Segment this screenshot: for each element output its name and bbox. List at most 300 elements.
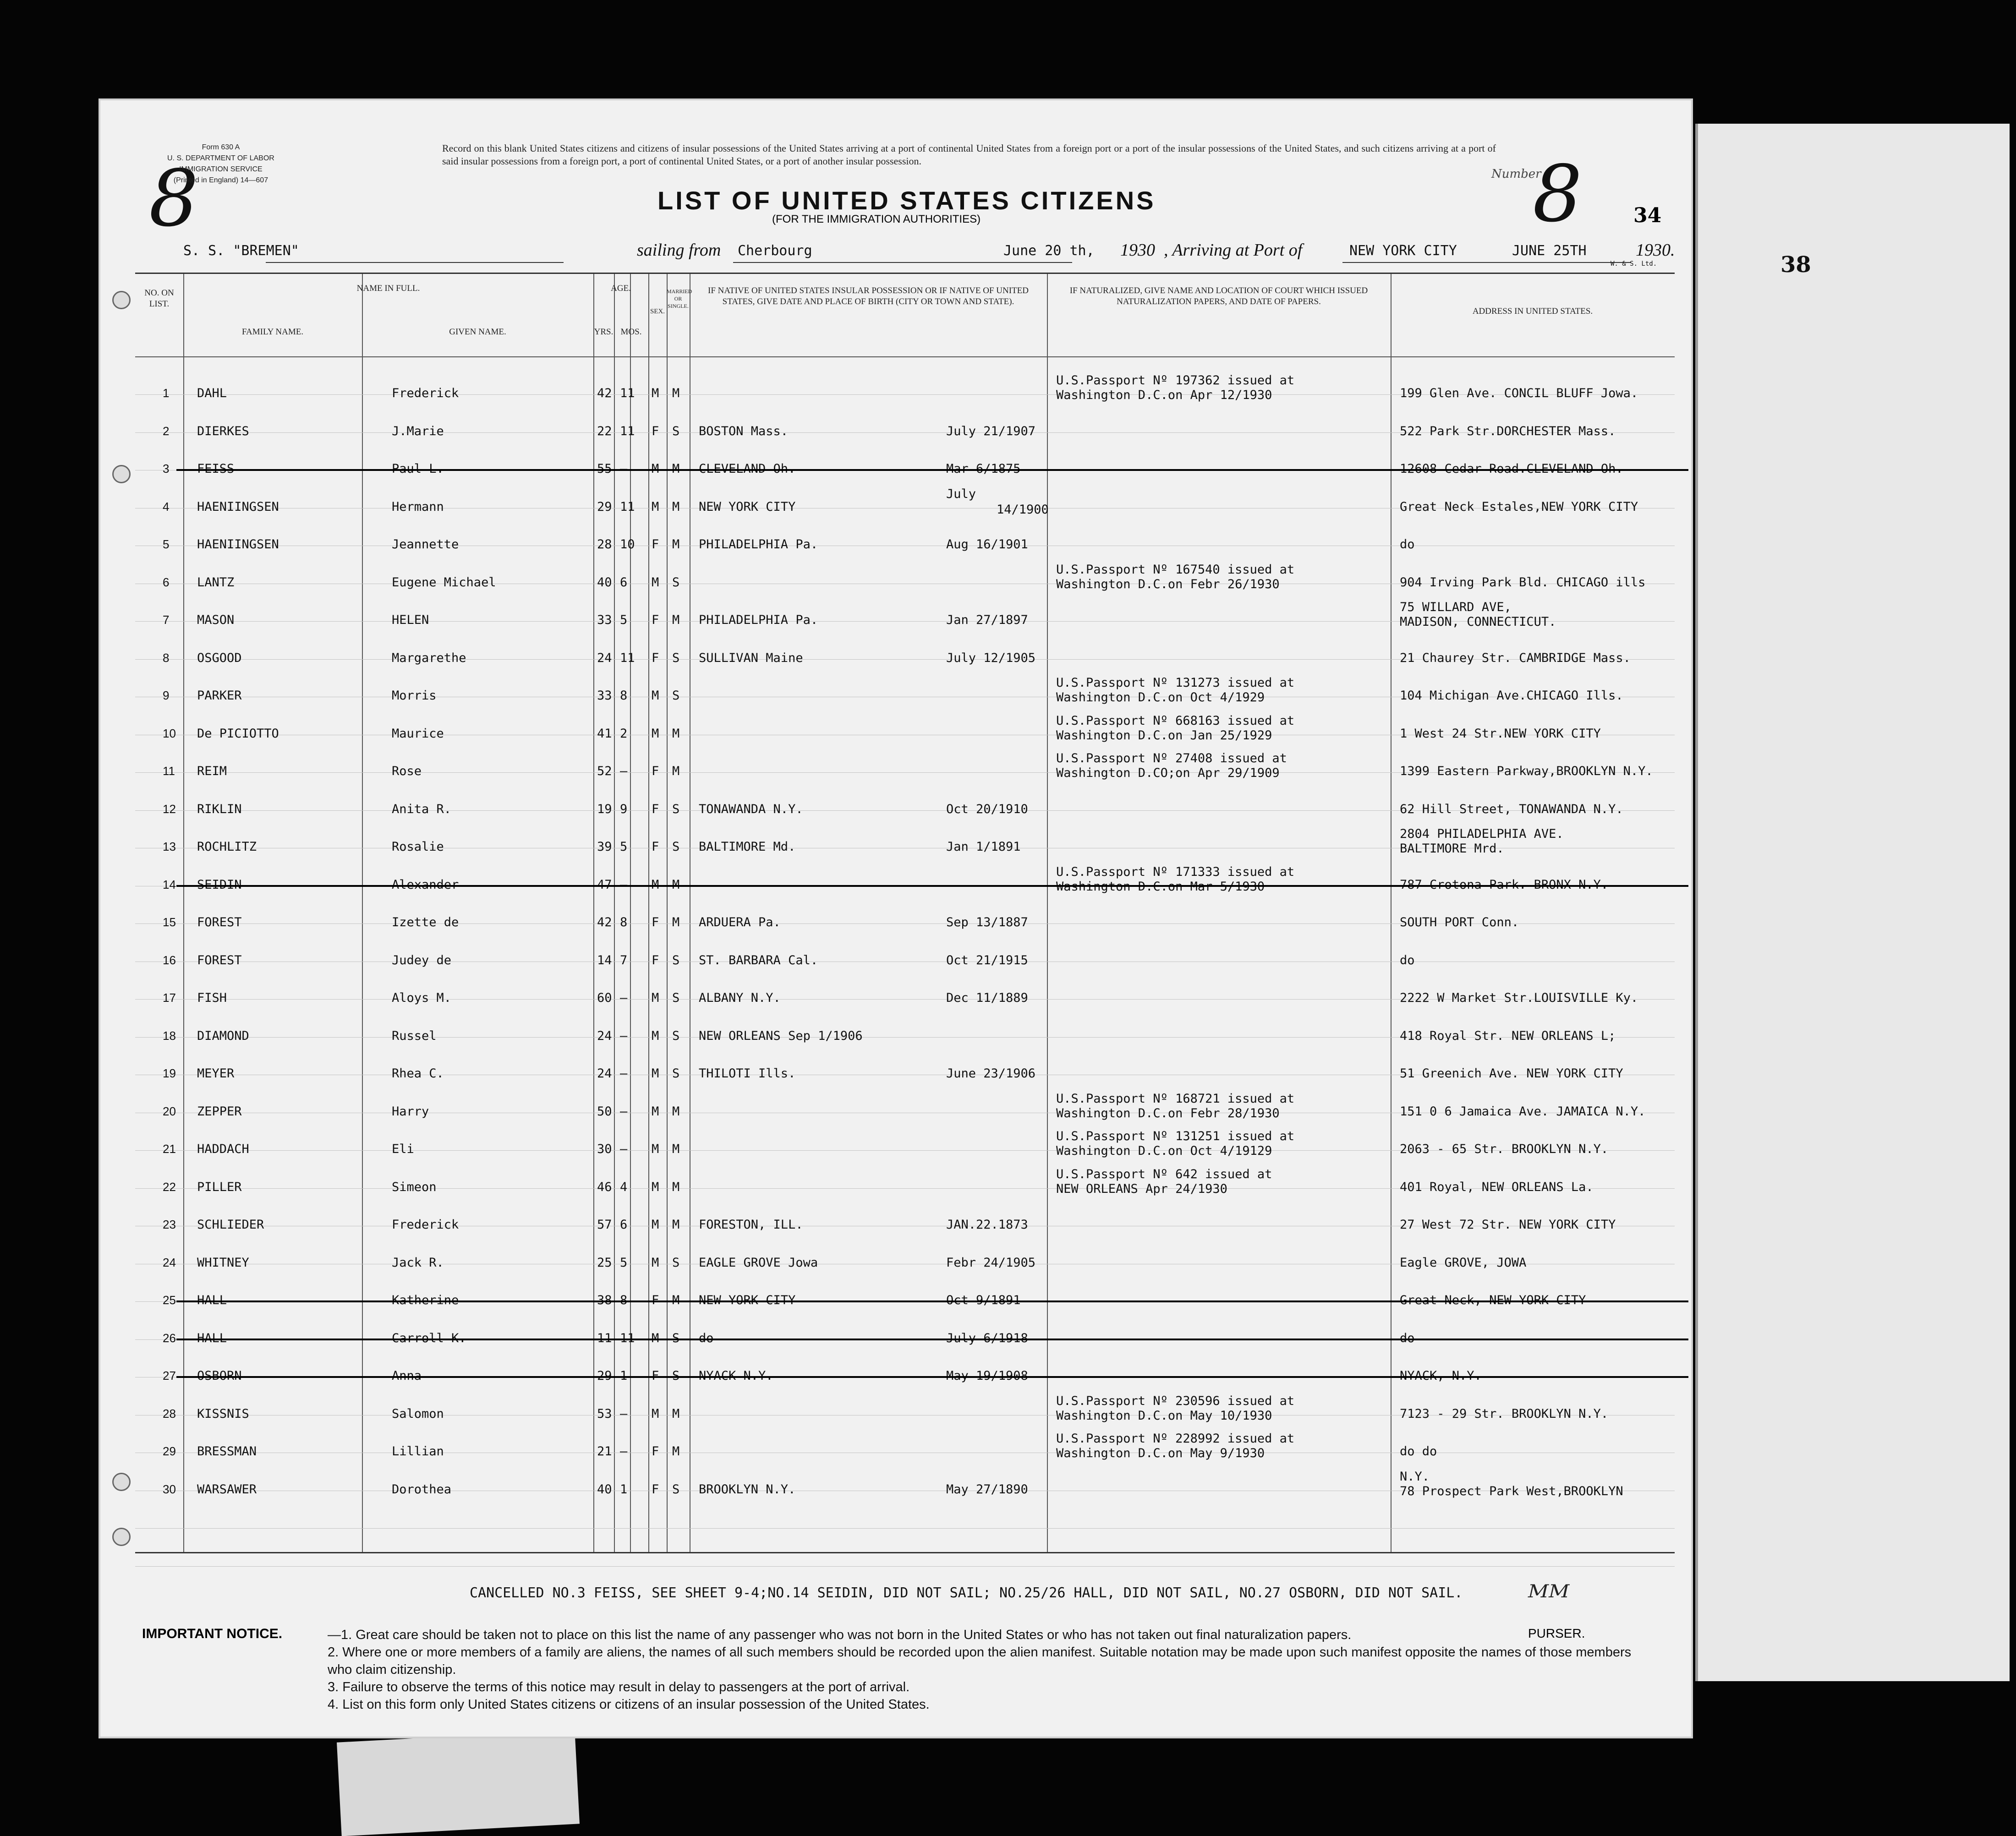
cell-ms: S	[672, 575, 680, 590]
cell-given: Russel	[392, 1028, 437, 1043]
cell-mos: —	[620, 764, 628, 778]
cell-ms: M	[672, 613, 680, 627]
cell-mos: 11	[620, 386, 635, 400]
cell-date: Jan 1/1891	[946, 840, 1021, 854]
cell-mos: 2	[620, 726, 628, 741]
cell-given: Anna	[392, 1369, 422, 1383]
cell-family: FEISS	[197, 462, 235, 476]
cell-sex: M	[652, 726, 659, 741]
cell-sex: F	[652, 613, 659, 627]
notice-title: IMPORTANT NOTICE.	[142, 1626, 283, 1641]
cell-nat1: U.S.Passport Nº 167540 issued at	[1056, 562, 1295, 577]
cell-addr1: SOUTH PORT Conn.	[1400, 915, 1519, 929]
cell-sex: M	[652, 462, 659, 476]
cell-mos: 8	[620, 1293, 628, 1307]
cell-no: 25	[163, 1293, 176, 1307]
cell-nat1: U.S.Passport Nº 27408 issued at	[1056, 751, 1287, 765]
cell-given: Paul L.	[392, 462, 444, 476]
cell-family: HALL	[197, 1293, 227, 1307]
cell-addr1: Great Neck, NEW YORK CITY	[1400, 1293, 1586, 1307]
cell-yrs: 38	[597, 1293, 612, 1307]
cell-family: MASON	[197, 613, 235, 627]
cell-mos: 6	[620, 575, 628, 590]
cell-yrs: 46	[597, 1180, 612, 1194]
cell-place: TONAWANDA N.Y.	[699, 802, 803, 816]
port-from: Cherbourg	[738, 243, 812, 259]
number-label: Number	[1491, 167, 1541, 181]
cell-place: BROOKLYN N.Y.	[699, 1482, 796, 1497]
col-mos: MOS.	[620, 327, 642, 337]
cell-nat1: U.S.Passport Nº 230596 issued at	[1056, 1393, 1295, 1408]
cell-given: Lillian	[392, 1444, 444, 1459]
cell-addr1: N.Y.	[1400, 1469, 1430, 1484]
cell-date: Oct 9/1891	[946, 1293, 1021, 1307]
cell-addr1: do	[1400, 953, 1415, 967]
binder-hole	[112, 1473, 131, 1491]
col-family: FAMILY NAME.	[241, 327, 304, 337]
page-number: 34	[1633, 204, 1662, 227]
paper-tab	[337, 1730, 580, 1836]
cell-no: 26	[163, 1331, 176, 1345]
strike-line	[176, 1300, 1688, 1302]
purser-signature: ᴹᴹ	[1528, 1578, 1570, 1616]
cell-no: 19	[163, 1066, 176, 1080]
cell-family: RIKLIN	[197, 802, 242, 816]
cell-given: Jeannette	[392, 537, 459, 552]
cell-sex: F	[652, 424, 659, 438]
year-to: 1930.	[1636, 240, 1675, 260]
cell-addr1: 1 West 24 Str.NEW YORK CITY	[1400, 726, 1601, 741]
cell-given: Jack R.	[392, 1255, 444, 1270]
cell-ms: M	[672, 915, 680, 929]
cell-family: ROCHLITZ	[197, 840, 257, 854]
cell-ms: M	[672, 1293, 680, 1307]
cell-no: 18	[163, 1028, 176, 1043]
cell-addr1: 787 Crotona Park. BRONX N.Y.	[1400, 877, 1609, 892]
cell-yrs: 25	[597, 1255, 612, 1270]
cell-ms: S	[672, 1482, 680, 1497]
cell-date: Aug 16/1901	[946, 537, 1028, 552]
cell-nat2: Washington D.C.on Jan 25/1929	[1056, 728, 1272, 743]
cell-no: 1	[163, 386, 170, 400]
cell-addr1: Eagle GROVE, JOWA	[1400, 1255, 1527, 1270]
cell-nat1: U.S.Passport Nº 168721 issued at	[1056, 1091, 1295, 1106]
cell-addr1: 27 West 72 Str. NEW YORK CITY	[1400, 1218, 1616, 1232]
cell-yrs: 42	[597, 386, 612, 400]
cell-addr1: 2804 PHILADELPHIA AVE.	[1400, 827, 1564, 841]
cell-date: July 21/1907	[946, 424, 1036, 438]
table-row	[135, 448, 1675, 486]
cell-addr1: 1399 Eastern Parkway,BROOKLYN N.Y.	[1400, 764, 1653, 778]
cell-yrs: 60	[597, 991, 612, 1005]
cell-sex: F	[652, 1482, 659, 1497]
cell-yrs: 52	[597, 764, 612, 778]
cell-yrs: 33	[597, 613, 612, 627]
cell-nat1: U.S.Passport Nº 228992 issued at	[1056, 1432, 1295, 1446]
cell-given: J.Marie	[392, 424, 444, 438]
sailing-from-label: sailing from	[637, 240, 721, 260]
cell-place: FORESTON, ILL.	[699, 1218, 803, 1232]
cell-family: MEYER	[197, 1066, 235, 1081]
cell-mos: —	[620, 1066, 628, 1081]
cell-sex: M	[652, 1180, 659, 1194]
table-row	[135, 1242, 1675, 1279]
cell-nat2: Washington D.C.on Febr 28/1930	[1056, 1106, 1280, 1120]
notice-item: —1. Great care should be taken not to place on this list the name of any passenger who was not born in the United States or who has not taken out final naturalization papers.	[328, 1628, 1352, 1642]
cell-addr1: NYACK, N.Y.	[1400, 1369, 1482, 1383]
cell-family: FISH	[197, 991, 227, 1005]
table-row	[135, 902, 1675, 939]
cell-sex: F	[652, 764, 659, 778]
cell-mos: 11	[620, 424, 635, 438]
cell-given: Izette de	[392, 915, 459, 929]
cell-yrs: 28	[597, 537, 612, 552]
cell-ms: S	[672, 1255, 680, 1270]
cell-given: Frederick	[392, 386, 459, 400]
passenger-table	[135, 273, 1675, 1553]
cell-addr1: 2063 - 65 Str. BROOKLYN N.Y.	[1400, 1142, 1609, 1156]
cell-mos: 9	[620, 802, 628, 816]
cell-sex: F	[652, 1444, 659, 1459]
table-row	[135, 372, 1675, 410]
table-row	[135, 1053, 1675, 1090]
cell-sex: M	[652, 1406, 659, 1421]
cell-no: 23	[163, 1218, 176, 1231]
cell-no: 3	[163, 462, 170, 475]
cell-sex: M	[652, 1218, 659, 1232]
table-row	[135, 1166, 1675, 1204]
cell-no: 29	[163, 1444, 176, 1458]
form-header	[167, 142, 274, 186]
cell-ms: M	[672, 499, 680, 514]
cancelled-note: CANCELLED NO.3 FEISS, SEE SHEET 9-4;NO.14 SEIDIN, DID NOT SAIL; NO.25/26 HALL, DID NOT SAIL, NO.27 OSBORN, DID NOT SAIL.	[470, 1585, 1463, 1601]
cell-place: PHILADELPHIA Pa.	[699, 613, 818, 627]
cell-nat2: Washington D.C.on Oct 4/19129	[1056, 1144, 1272, 1158]
cell-ms: S	[672, 424, 680, 438]
printed-note: (Printed in England) 14—607	[173, 176, 268, 184]
cell-ms: S	[672, 802, 680, 816]
cell-no: 30	[163, 1482, 176, 1496]
cell-addr1: Great Neck Estales,NEW YORK CITY	[1400, 499, 1638, 514]
cell-ms: M	[672, 764, 680, 778]
cell-family: BRESSMAN	[197, 1444, 257, 1459]
cell-addr1: 418 Royal Str. NEW ORLEANS L;	[1400, 1028, 1616, 1043]
cell-date: JAN.22.1873	[946, 1218, 1028, 1232]
cell-sex: M	[652, 991, 659, 1005]
cell-place: ARDUERA Pa.	[699, 915, 781, 929]
cell-ms: S	[672, 840, 680, 854]
page-subtitle: (FOR THE IMMIGRATION AUTHORITIES)	[772, 213, 981, 225]
cell-date: May 27/1890	[946, 1482, 1028, 1497]
cell-no: 13	[163, 840, 176, 853]
cell-yrs: 24	[597, 1028, 612, 1043]
cell-given: Carroll K.	[392, 1331, 466, 1345]
binder-hole	[112, 465, 131, 483]
cell-ms: M	[672, 1406, 680, 1421]
cell-ms: M	[672, 877, 680, 892]
cell-no: 5	[163, 537, 170, 551]
cell-no: 15	[163, 915, 176, 929]
cell-yrs: 21	[597, 1444, 612, 1459]
cell-date: July 6/1918	[946, 1331, 1028, 1345]
cell-mos: 6	[620, 1218, 628, 1232]
form-number: Form 630 A	[202, 143, 240, 151]
arriving-label: , Arriving at Port of	[1164, 240, 1303, 260]
port-to: NEW YORK CITY	[1349, 243, 1457, 259]
cell-date: Jan 27/1897	[946, 613, 1028, 627]
col-given: GIVEN NAME.	[449, 327, 506, 337]
strike-line	[176, 1339, 1688, 1340]
cell-family: DIERKES	[197, 424, 249, 438]
cell-date: Febr 24/1905	[946, 1255, 1036, 1270]
cell-yrs: 14	[597, 953, 612, 967]
cell-place: ALBANY N.Y.	[699, 991, 781, 1005]
table-row	[135, 1015, 1675, 1053]
cell-ms: S	[672, 650, 680, 665]
cell-yrs: 33	[597, 688, 612, 703]
cell-nat1: U.S.Passport Nº 131251 issued at	[1056, 1129, 1295, 1143]
cell-date: May 19/1908	[946, 1369, 1028, 1383]
cell-no: 9	[163, 688, 170, 702]
cell-nat1: U.S.Passport Nº 131273 issued at	[1056, 676, 1295, 690]
cell-ms: M	[672, 462, 680, 476]
table-row	[135, 788, 1675, 826]
service-name: IMMIGRATION SERVICE	[179, 165, 263, 173]
cell-family: HALL	[197, 1331, 227, 1345]
cell-place: BALTIMORE Md.	[699, 840, 796, 854]
table-row	[135, 1469, 1675, 1506]
cell-addr1: 199 Glen Ave. CONCIL BLUFF Jowa.	[1400, 386, 1638, 400]
cell-given: Rhea C.	[392, 1066, 444, 1081]
cell-no: 8	[163, 650, 170, 665]
table-row	[135, 524, 1675, 561]
cell-yrs: 40	[597, 1482, 612, 1497]
cell-sex: M	[652, 688, 659, 703]
cell-sex: M	[652, 499, 659, 514]
cell-sex: M	[652, 575, 659, 590]
cell-no: 21	[163, 1142, 176, 1156]
cell-addr2: MADISON, CONNECTICUT.	[1400, 615, 1556, 629]
table-row	[135, 675, 1675, 712]
cell-no: 22	[163, 1180, 176, 1194]
cell-place: EAGLE GROVE Jowa	[699, 1255, 818, 1270]
cell-yrs: 29	[597, 499, 612, 514]
ship-name: S. S. "BREMEN"	[183, 243, 299, 259]
cell-no: 17	[163, 991, 176, 1005]
cell-date: June 23/1906	[946, 1066, 1036, 1081]
notice-item: 3. Failure to observe the terms of this notice may result in delay to passengers at the port of arrival.	[328, 1680, 910, 1694]
cell-ms: M	[672, 1180, 680, 1194]
cell-mos: —	[620, 1444, 628, 1459]
cell-addr1: do	[1400, 537, 1415, 552]
cell-family: PILLER	[197, 1180, 242, 1194]
cell-yrs: 39	[597, 840, 612, 854]
strike-line	[176, 469, 1688, 471]
cell-family: SCHLIEDER	[197, 1218, 264, 1232]
cell-ms: S	[672, 991, 680, 1005]
cell-sex: M	[652, 1066, 659, 1081]
cell-no: 14	[163, 877, 176, 891]
cell-given: Morris	[392, 688, 437, 703]
purser-label: PURSER.	[1528, 1626, 1585, 1640]
cell-ms: S	[672, 1028, 680, 1043]
cell-mos: 1	[620, 1482, 628, 1497]
cell-family: HAENIINGSEN	[197, 499, 279, 514]
cell-no: 27	[163, 1369, 176, 1382]
col-sex: SEX.	[650, 308, 665, 315]
cell-sex: F	[652, 537, 659, 552]
cell-given: Simeon	[392, 1180, 437, 1194]
cell-nat2: Washington D.C.on Febr 26/1930	[1056, 577, 1280, 591]
cell-ms: M	[672, 1104, 680, 1119]
cell-mos: 7	[620, 953, 628, 967]
table-row	[135, 750, 1675, 788]
handwritten-number: 8	[1533, 149, 1583, 240]
cell-yrs: 22	[597, 424, 612, 438]
cell-given: Anita R.	[392, 802, 452, 816]
cell-addr1: 62 Hill Street, TONAWANDA N.Y.	[1400, 802, 1623, 816]
col-age: AGE.	[611, 284, 631, 293]
table-row	[135, 864, 1675, 902]
cell-sex: M	[652, 1028, 659, 1043]
cell-given: Salomon	[392, 1406, 444, 1421]
cell-nat2: Washington D.C.on Apr 12/1930	[1056, 388, 1272, 402]
cell-sex: M	[652, 877, 659, 892]
cell-nat1: U.S.Passport Nº 668163 issued at	[1056, 713, 1295, 728]
cell-sex: M	[652, 1104, 659, 1119]
cell-addr1: 51 Greenich Ave. NEW YORK CITY	[1400, 1066, 1623, 1081]
cell-sex: F	[652, 1369, 659, 1383]
cell-no: 20	[163, 1104, 176, 1118]
cell-mos: 8	[620, 688, 628, 703]
col-yrs: YRS.	[594, 327, 614, 337]
back-sheet	[1695, 124, 2010, 1681]
table-row	[135, 1128, 1675, 1166]
cell-no: 12	[163, 802, 176, 816]
cell-yrs: 47	[597, 877, 612, 892]
cell-mos: 11	[620, 1331, 635, 1345]
strike-line	[176, 885, 1688, 887]
cell-sex: F	[652, 953, 659, 967]
cell-date: July	[946, 486, 976, 501]
date-from: June 20 th,	[1003, 243, 1095, 259]
cell-yrs: 30	[597, 1142, 612, 1156]
form-instructions: Record on this blank United States citizens and citizens of insular possessions of the United States arriving at a port of continental United States from a foreign port or a port of the insular possessions of the United States, and such citizens arriving at a port of said insular possessions from a foreign port, a port of continental United States, or a port of another insular possession.	[442, 142, 1496, 167]
cell-addr1: 904 Irving Park Bld. CHICAGO ills	[1400, 575, 1646, 590]
cell-given: Katherine	[392, 1293, 459, 1307]
cell-yrs: 50	[597, 1104, 612, 1119]
cell-family: LANTZ	[197, 575, 235, 590]
cell-given: Margarethe	[392, 650, 466, 665]
col-address: ADDRESS IN UNITED STATES.	[1472, 306, 1593, 316]
cell-no: 11	[163, 764, 175, 778]
cell-addr1: 522 Park Str.DORCHESTER Mass.	[1400, 424, 1616, 438]
cell-nat2: Washington D.C.on Mar 5/1930	[1056, 879, 1265, 894]
cell-place: BOSTON Mass.	[699, 424, 789, 438]
strike-line	[176, 1376, 1688, 1378]
table-row	[135, 410, 1675, 448]
cell-given: Alexander	[392, 877, 459, 892]
cell-mos: —	[620, 462, 628, 476]
cell-sex: F	[652, 840, 659, 854]
cell-yrs: 40	[597, 575, 612, 590]
cell-nat2: Washington D.C.on May 9/1930	[1056, 1446, 1265, 1460]
table-row	[135, 1355, 1675, 1393]
cell-mos: —	[620, 1142, 628, 1156]
cell-no: 4	[163, 499, 170, 514]
year-from: 1930	[1120, 240, 1155, 260]
cell-family: DAHL	[197, 386, 227, 400]
cell-no: 24	[163, 1255, 176, 1269]
cell-mos: 11	[620, 499, 635, 514]
printer-mark: W. & S. Ltd.	[1611, 260, 1657, 268]
cell-nat1: U.S.Passport Nº 171333 issued at	[1056, 864, 1295, 879]
cell-mos: 10	[620, 537, 635, 552]
cell-ms: M	[672, 1218, 680, 1232]
cell-family: KISSNIS	[197, 1406, 249, 1421]
cell-mos: 5	[620, 840, 628, 854]
notice-list	[328, 1626, 1656, 1713]
cell-addr1: 151 0 6 Jamaica Ave. JAMAICA N.Y.	[1400, 1104, 1646, 1119]
cell-ms: S	[672, 1369, 680, 1383]
cell-family: HAENIINGSEN	[197, 537, 279, 552]
cell-yrs: 53	[597, 1406, 612, 1421]
cell-ms: M	[672, 1444, 680, 1459]
cell-family: PARKER	[197, 688, 242, 703]
table-row	[135, 713, 1675, 750]
cell-sex: F	[652, 1293, 659, 1307]
cell-given: HELEN	[392, 613, 429, 627]
cell-place: do	[699, 1331, 714, 1345]
handwritten-number-left: 8	[149, 153, 199, 244]
back-sheet-number: 38	[1780, 252, 1811, 278]
cell-given: Dorothea	[392, 1482, 452, 1497]
cell-yrs: 41	[597, 726, 612, 741]
cell-addr1: 7123 - 29 Str. BROOKLYN N.Y.	[1400, 1406, 1609, 1421]
cell-mos: 11	[620, 650, 635, 665]
cell-date: Oct 20/1910	[946, 802, 1028, 816]
cell-family: OSGOOD	[197, 650, 242, 665]
cell-nat2: NEW ORLEANS Apr 24/1930	[1056, 1181, 1227, 1196]
notice-item: 4. List on this form only United States citizens or citizens of an insular possession of the United States.	[328, 1697, 930, 1712]
date-to: JUNE 25TH	[1512, 243, 1587, 259]
cell-addr1: 104 Michigan Ave.CHICAGO Ills.	[1400, 688, 1623, 703]
manifest-sheet	[99, 98, 1693, 1738]
table-row	[135, 977, 1675, 1015]
cell-yrs: 24	[597, 650, 612, 665]
cell-given: Judey de	[392, 953, 452, 967]
cell-place: SULLIVAN Maine	[699, 650, 803, 665]
cell-yrs: 19	[597, 802, 612, 816]
table-row	[135, 940, 1675, 977]
cell-nat2: Washington D.C.on Oct 4/1929	[1056, 690, 1265, 705]
cell-date2: 14/1900	[997, 502, 1049, 517]
cell-mos: —	[620, 991, 628, 1005]
table-row	[135, 599, 1675, 637]
notice-item: 2. Where one or more members of a family are aliens, the names of all such members should be recorded upon the alien manifest. Suitable notation may be made upon such manifest opposite the names of those members who claim citizenship.	[328, 1645, 1632, 1677]
cell-nat2: Washington D.CO;on Apr 29/1909	[1056, 766, 1280, 780]
binder-hole	[112, 1528, 131, 1546]
cell-no: 7	[163, 613, 170, 627]
table-row	[135, 1393, 1675, 1431]
voyage-line	[183, 238, 1675, 270]
cell-date: Dec 11/1889	[946, 991, 1028, 1005]
cell-no: 2	[163, 424, 170, 438]
cell-no: 16	[163, 953, 176, 967]
cell-mos: —	[620, 1028, 628, 1043]
cell-no: 10	[163, 726, 176, 740]
table-row	[135, 1279, 1675, 1317]
